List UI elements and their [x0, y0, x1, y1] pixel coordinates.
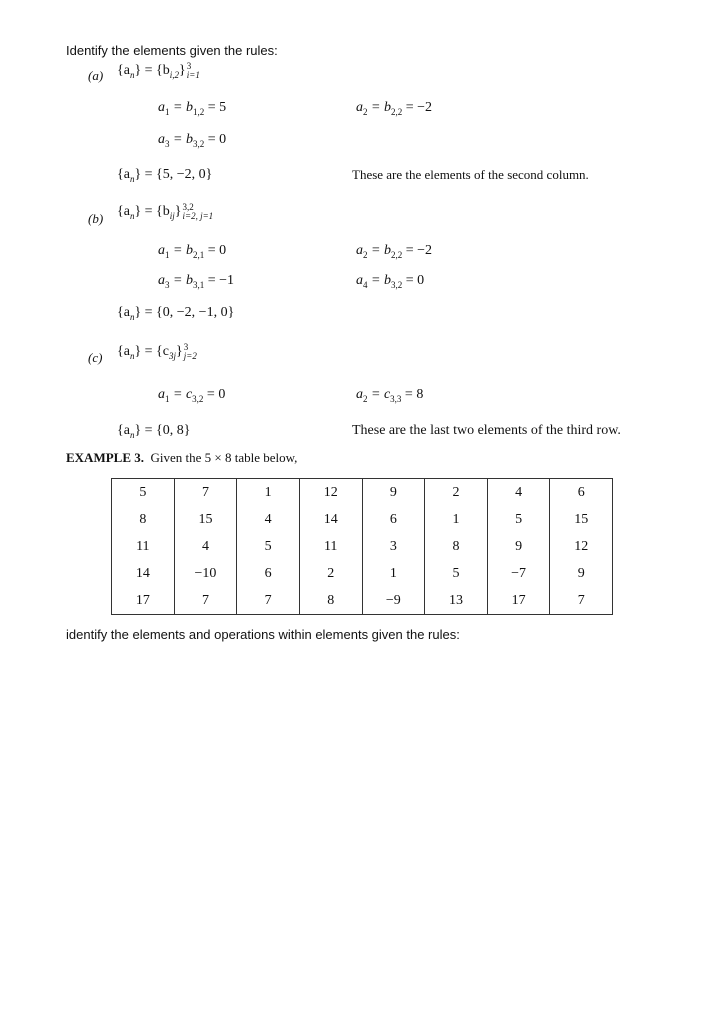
table-cell: 13: [425, 587, 488, 615]
part-a-note: These are the elements of the second column.: [352, 167, 589, 182]
part-c-note: These are the last two elements of the third row.: [352, 423, 621, 438]
table-cell: 8: [112, 506, 175, 533]
part-b-eq4: $a_4 = b_{3,2} = 0$: [356, 273, 425, 290]
table-cell: 11: [112, 533, 175, 560]
part-a-label: (a): [88, 68, 104, 83]
table-cell: 15: [550, 506, 613, 533]
table-cell: 5: [237, 533, 300, 560]
table-cell: 12: [550, 533, 613, 560]
table-cell: 1: [425, 506, 488, 533]
part-a-eq1: $a_1 = b_{1,2} = 5$: [158, 100, 227, 117]
table-cell: 8: [425, 533, 488, 560]
table-cell: −10: [174, 560, 237, 587]
table-cell: 6: [237, 560, 300, 587]
part-b-rule: $\{a_n\} = \{b_{ij}\}$ 3,2 i=2, j=1: [117, 202, 214, 222]
table-cell: 1: [237, 479, 300, 507]
part-b-result: $\{a_n\} = \{0$, −2, −1, 0}: [117, 305, 235, 322]
part-b-label: (b): [88, 211, 104, 226]
table-cell: −7: [487, 560, 550, 587]
part-a-eq3: $a_3 = b_{3,2} = 0$: [158, 132, 227, 149]
table-cell: 11: [299, 533, 362, 560]
table-cell: 7: [174, 479, 237, 507]
table-row: [112, 479, 613, 507]
part-c-result: $\{a_n\} = \{0$, 8}: [117, 423, 191, 440]
table-row: [112, 560, 613, 587]
table-cell: 6: [550, 479, 613, 507]
part-b-eq3: $a_3 = b_{3,1} = -1$: [158, 273, 234, 290]
table-cell: 4: [174, 533, 237, 560]
example-heading: [66, 450, 297, 466]
table-cell: 5: [487, 506, 550, 533]
table-cell: 12: [299, 479, 362, 507]
table-row: [112, 533, 613, 560]
table-cell: 7: [237, 587, 300, 615]
table-cell: 15: [174, 506, 237, 533]
example-label: EXAMPLE 3.: [66, 450, 144, 465]
table-cell: 6: [362, 506, 425, 533]
table-cell: 7: [174, 587, 237, 615]
table-cell: 3: [362, 533, 425, 560]
table-cell: 4: [237, 506, 300, 533]
table-cell: 17: [112, 587, 175, 615]
table-cell: 17: [487, 587, 550, 615]
table-cell: 5: [112, 479, 175, 507]
part-b-eq2: $a_2 = b_{2,2} = -2$: [356, 243, 432, 260]
part-c-rule: $\{a_n\} = \{c_{3j}\}$ 3 j=2: [117, 342, 197, 362]
intro-text: Identify the elements given the rules:: [66, 43, 278, 58]
data-table: [111, 478, 613, 615]
table-cell: 4: [487, 479, 550, 507]
table-cell: 14: [112, 560, 175, 587]
table-cell: 9: [550, 560, 613, 587]
table-cell: 1: [362, 560, 425, 587]
table-row: [112, 506, 613, 533]
part-c-eq2: $a_2 = c_{3,3} = 8$: [356, 387, 424, 404]
table-row: [112, 587, 613, 615]
table-cell: 9: [362, 479, 425, 507]
part-a-rule: $\{a_n\} = \{b_{i,2}\}$ 3 i=1: [117, 61, 200, 81]
example-text: Given the 5 × 8 table below,: [150, 450, 298, 465]
part-a-result: $\{a_n\} = \{5$, −2, 0}: [117, 167, 213, 184]
closing-text: identify the elements and operations within elements given the rules:: [66, 627, 460, 642]
table-cell: 2: [299, 560, 362, 587]
table-cell: −9: [362, 587, 425, 615]
table-cell: 5: [425, 560, 488, 587]
table-cell: 8: [299, 587, 362, 615]
part-b-eq1: $a_1 = b_{2,1} = 0$: [158, 243, 227, 260]
table-cell: 9: [487, 533, 550, 560]
table-cell: 2: [425, 479, 488, 507]
table-cell: 14: [299, 506, 362, 533]
part-c-label: (c): [88, 350, 103, 365]
part-a-eq2: $a_2 = b_{2,2} = -2$: [356, 100, 432, 117]
table-cell: 7: [550, 587, 613, 615]
part-c-eq1: $a_1 = c_{3,2} = 0$: [158, 387, 226, 404]
